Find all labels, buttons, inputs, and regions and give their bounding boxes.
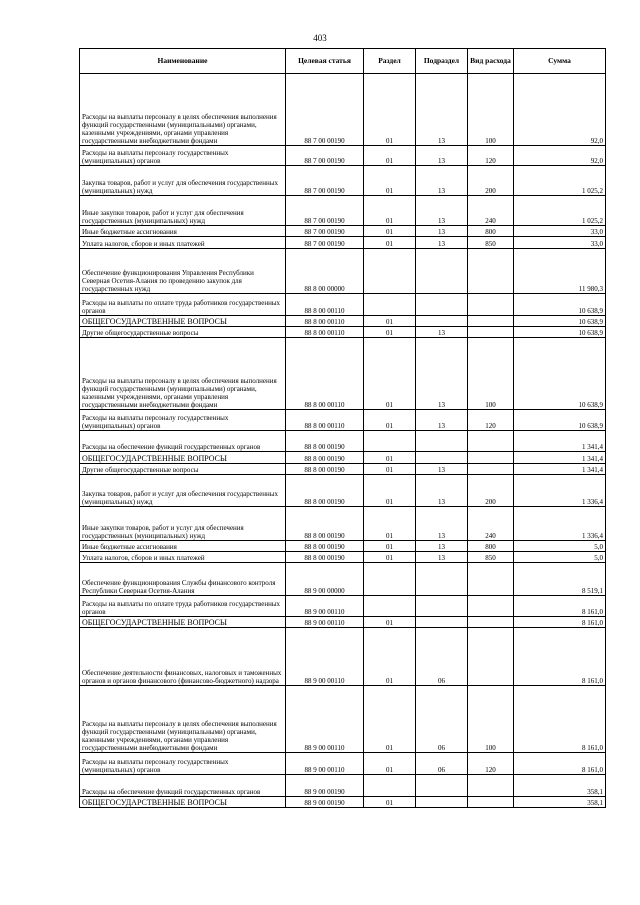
cell-subsection: 13	[416, 410, 468, 431]
cell-target: 88 8 00 00190	[286, 431, 364, 452]
cell-subsection	[416, 596, 468, 617]
header-target: Целевая статья	[286, 49, 364, 74]
cell-subsection: 13	[416, 541, 468, 552]
table-row	[80, 475, 606, 507]
cell-type	[468, 563, 514, 596]
cell-target: 88 8 00 00190	[286, 452, 364, 464]
table-row	[80, 464, 606, 475]
cell-type: 240	[468, 507, 514, 541]
cell-subsection: 13	[416, 226, 468, 237]
cell-name: Обеспечение функционирования Управления Республики Северная Осетия-Алания по проведению закупок для государственных нужд	[80, 249, 286, 294]
cell-sum: 1 341,4	[514, 464, 606, 475]
cell-name: Обеспечение деятельности финансовых, налоговых и таможенных органов и органов финансового (финансово-бюджетного) надзора	[80, 628, 286, 686]
cell-target: 88 8 00 00110	[286, 410, 364, 431]
cell-section	[364, 775, 416, 797]
cell-sum: 8 161,0	[514, 628, 606, 686]
table-row	[80, 797, 606, 808]
table-row	[80, 452, 606, 464]
cell-sum: 33,0	[514, 237, 606, 249]
cell-sum: 10 638,9	[514, 410, 606, 431]
cell-name: Расходы на обеспечение функций государственных органов	[80, 431, 286, 452]
cell-section: 01	[364, 338, 416, 410]
cell-type	[468, 628, 514, 686]
cell-name: Закупка товаров, работ и услуг для обеспечения государственных (муниципальных) нужд	[80, 166, 286, 196]
cell-name: ОБЩЕГОСУДАРСТВЕННЫЕ ВОПРОСЫ	[80, 617, 286, 628]
cell-section: 01	[364, 541, 416, 552]
cell-sum: 1 341,4	[514, 452, 606, 464]
cell-sum: 8 161,0	[514, 753, 606, 775]
cell-type: 100	[468, 338, 514, 410]
cell-section: 01	[364, 237, 416, 249]
cell-name: Обеспечение функционирования Службы финансового контроля Республики Северная Осетия-Алания	[80, 563, 286, 596]
cell-subsection: 13	[416, 507, 468, 541]
cell-name: Расходы на выплаты персоналу государственных (муниципальных) органов	[80, 753, 286, 775]
cell-sum: 11 980,3	[514, 249, 606, 294]
cell-type: 120	[468, 410, 514, 431]
page-number: 403	[313, 33, 327, 43]
table-row	[80, 541, 606, 552]
cell-subsection: 06	[416, 686, 468, 753]
header-row	[80, 49, 606, 74]
cell-name: Уплата налогов, сборов и иных платежей	[80, 552, 286, 563]
cell-type	[468, 327, 514, 338]
cell-target: 88 9 00 00190	[286, 797, 364, 808]
cell-target: 88 8 00 00110	[286, 316, 364, 327]
cell-sum: 92,0	[514, 74, 606, 146]
cell-section	[364, 249, 416, 294]
cell-target: 88 8 00 00110	[286, 294, 364, 316]
cell-subsection: 06	[416, 628, 468, 686]
cell-target: 88 9 00 00190	[286, 775, 364, 797]
cell-type: 850	[468, 237, 514, 249]
cell-target: 88 9 00 00110	[286, 753, 364, 775]
cell-sum: 10 638,9	[514, 327, 606, 338]
budget-table	[79, 48, 606, 808]
cell-name: ОБЩЕГОСУДАРСТВЕННЫЕ ВОПРОСЫ	[80, 797, 286, 808]
table-row	[80, 596, 606, 617]
cell-sum: 1 025,2	[514, 166, 606, 196]
cell-type	[468, 249, 514, 294]
table-row	[80, 552, 606, 563]
cell-sum: 8 161,0	[514, 596, 606, 617]
cell-sum: 1 336,4	[514, 507, 606, 541]
table-row	[80, 563, 606, 596]
cell-section: 01	[364, 552, 416, 563]
cell-type	[468, 431, 514, 452]
cell-type: 120	[468, 753, 514, 775]
table-row	[80, 327, 606, 338]
cell-section: 01	[364, 617, 416, 628]
table-row	[80, 74, 606, 146]
cell-sum: 358,1	[514, 797, 606, 808]
cell-subsection	[416, 452, 468, 464]
cell-target: 88 9 00 00110	[286, 686, 364, 753]
table-row	[80, 617, 606, 628]
table-row	[80, 431, 606, 452]
cell-type	[468, 775, 514, 797]
cell-target: 88 8 00 00190	[286, 464, 364, 475]
cell-type	[468, 316, 514, 327]
cell-section: 01	[364, 196, 416, 226]
cell-subsection: 13	[416, 196, 468, 226]
cell-target: 88 7 00 00190	[286, 226, 364, 237]
cell-name: Расходы на выплаты персоналу государственных (муниципальных) органов	[80, 410, 286, 431]
cell-type: 850	[468, 552, 514, 563]
cell-subsection	[416, 775, 468, 797]
cell-section: 01	[364, 753, 416, 775]
table-row	[80, 294, 606, 316]
table-row	[80, 316, 606, 327]
cell-target: 88 7 00 00190	[286, 166, 364, 196]
header-name: Наименование	[80, 49, 286, 74]
cell-name: Расходы на выплаты по оплате труда работников государственных органов	[80, 596, 286, 617]
cell-name: Иные бюджетные ассигнования	[80, 541, 286, 552]
cell-subsection: 13	[416, 475, 468, 507]
cell-type	[468, 452, 514, 464]
cell-subsection: 13	[416, 146, 468, 166]
cell-sum: 5,0	[514, 552, 606, 563]
cell-target: 88 9 00 00110	[286, 617, 364, 628]
cell-name: Расходы на выплаты персоналу в целях обеспечения выполнения функций государственными (муниципальными) органами, казенными учреждениями, органами управления государственными внебюджетными фондами	[80, 74, 286, 146]
cell-type: 800	[468, 541, 514, 552]
cell-sum: 1 336,4	[514, 475, 606, 507]
table-row	[80, 410, 606, 431]
cell-subsection: 13	[416, 338, 468, 410]
cell-type	[468, 596, 514, 617]
cell-target: 88 7 00 00190	[286, 196, 364, 226]
cell-target: 88 8 00 00190	[286, 507, 364, 541]
cell-section: 01	[364, 686, 416, 753]
cell-sum: 10 638,9	[514, 316, 606, 327]
table-row	[80, 775, 606, 797]
cell-name: Другие общегосударственные вопросы	[80, 464, 286, 475]
cell-section	[364, 431, 416, 452]
cell-target: 88 7 00 00190	[286, 237, 364, 249]
cell-type: 240	[468, 196, 514, 226]
cell-name: ОБЩЕГОСУДАРСТВЕННЫЕ ВОПРОСЫ	[80, 316, 286, 327]
cell-section: 01	[364, 464, 416, 475]
cell-target: 88 8 00 00000	[286, 249, 364, 294]
table-row	[80, 338, 606, 410]
cell-subsection	[416, 249, 468, 294]
cell-section: 01	[364, 452, 416, 464]
cell-name: Иные бюджетные ассигнования	[80, 226, 286, 237]
cell-name: Расходы на выплаты персоналу в целях обеспечения выполнения функций государственными (муниципальными) органами, казенными учреждениями, органами управления государственными внебюджетными фондами	[80, 686, 286, 753]
cell-subsection: 13	[416, 237, 468, 249]
table-row	[80, 196, 606, 226]
cell-target: 88 8 00 00190	[286, 552, 364, 563]
cell-type	[468, 294, 514, 316]
cell-section	[364, 596, 416, 617]
cell-sum: 5,0	[514, 541, 606, 552]
cell-type: 200	[468, 475, 514, 507]
cell-name: Расходы на обеспечение функций государственных органов	[80, 775, 286, 797]
cell-type	[468, 617, 514, 628]
cell-subsection	[416, 294, 468, 316]
cell-target: 88 7 00 00190	[286, 146, 364, 166]
cell-subsection: 13	[416, 74, 468, 146]
cell-section: 01	[364, 475, 416, 507]
cell-target: 88 8 00 00190	[286, 475, 364, 507]
cell-name: Расходы на выплаты персоналу государственных (муниципальных) органов	[80, 146, 286, 166]
cell-target: 88 9 00 00110	[286, 628, 364, 686]
cell-section: 01	[364, 628, 416, 686]
cell-sum: 8 161,0	[514, 686, 606, 753]
cell-name: ОБЩЕГОСУДАРСТВЕННЫЕ ВОПРОСЫ	[80, 452, 286, 464]
cell-section: 01	[364, 797, 416, 808]
header-sum: Сумма	[514, 49, 606, 74]
cell-section: 01	[364, 410, 416, 431]
cell-section: 01	[364, 166, 416, 196]
cell-name: Расходы на выплаты по оплате труда работников государственных органов	[80, 294, 286, 316]
header-type: Вид расхода	[468, 49, 514, 74]
cell-subsection: 13	[416, 166, 468, 196]
cell-type	[468, 797, 514, 808]
table-row	[80, 237, 606, 249]
cell-section	[364, 294, 416, 316]
cell-subsection	[416, 431, 468, 452]
cell-target: 88 7 00 00190	[286, 74, 364, 146]
cell-sum: 1 025,2	[514, 196, 606, 226]
cell-subsection	[416, 316, 468, 327]
cell-subsection: 13	[416, 552, 468, 563]
cell-target: 88 9 00 00110	[286, 596, 364, 617]
cell-section: 01	[364, 327, 416, 338]
cell-subsection	[416, 563, 468, 596]
cell-subsection: 13	[416, 464, 468, 475]
cell-target: 88 9 00 00000	[286, 563, 364, 596]
table-row	[80, 166, 606, 196]
table-row	[80, 628, 606, 686]
cell-section: 01	[364, 316, 416, 327]
cell-target: 88 8 00 00110	[286, 327, 364, 338]
cell-type	[468, 464, 514, 475]
cell-section	[364, 563, 416, 596]
cell-type: 200	[468, 166, 514, 196]
table-row	[80, 753, 606, 775]
table-row	[80, 146, 606, 166]
cell-section: 01	[364, 226, 416, 237]
cell-subsection: 06	[416, 753, 468, 775]
cell-section: 01	[364, 74, 416, 146]
cell-sum: 8 161,0	[514, 617, 606, 628]
table-row	[80, 686, 606, 753]
cell-section: 01	[364, 507, 416, 541]
cell-sum: 358,1	[514, 775, 606, 797]
cell-sum: 10 638,9	[514, 338, 606, 410]
cell-type: 100	[468, 686, 514, 753]
cell-name: Иные закупки товаров, работ и услуг для обеспечения государственных (муниципальных) нужд	[80, 507, 286, 541]
cell-name: Расходы на выплаты персоналу в целях обеспечения выполнения функций государственными (муниципальными) органами, казенными учреждениями, органами управления государственными внебюджетными фондами	[80, 338, 286, 410]
cell-target: 88 8 00 00110	[286, 338, 364, 410]
cell-target: 88 8 00 00190	[286, 541, 364, 552]
table-row	[80, 226, 606, 237]
cell-sum: 8 519,1	[514, 563, 606, 596]
table-row	[80, 507, 606, 541]
cell-sum: 33,0	[514, 226, 606, 237]
cell-name: Другие общегосударственные вопросы	[80, 327, 286, 338]
cell-sum: 1 341,4	[514, 431, 606, 452]
cell-name: Уплата налогов, сборов и иных платежей	[80, 237, 286, 249]
header-section: Раздел	[364, 49, 416, 74]
cell-name: Иные закупки товаров, работ и услуг для обеспечения государственных (муниципальных) нужд	[80, 196, 286, 226]
cell-sum: 10 638,9	[514, 294, 606, 316]
cell-name: Закупка товаров, работ и услуг для обеспечения государственных (муниципальных) нужд	[80, 475, 286, 507]
cell-type: 800	[468, 226, 514, 237]
cell-subsection	[416, 617, 468, 628]
table-row	[80, 249, 606, 294]
cell-type: 100	[468, 74, 514, 146]
cell-subsection: 13	[416, 327, 468, 338]
header-subsection: Подраздел	[416, 49, 468, 74]
cell-type: 120	[468, 146, 514, 166]
cell-section: 01	[364, 146, 416, 166]
cell-sum: 92,0	[514, 146, 606, 166]
cell-subsection	[416, 797, 468, 808]
